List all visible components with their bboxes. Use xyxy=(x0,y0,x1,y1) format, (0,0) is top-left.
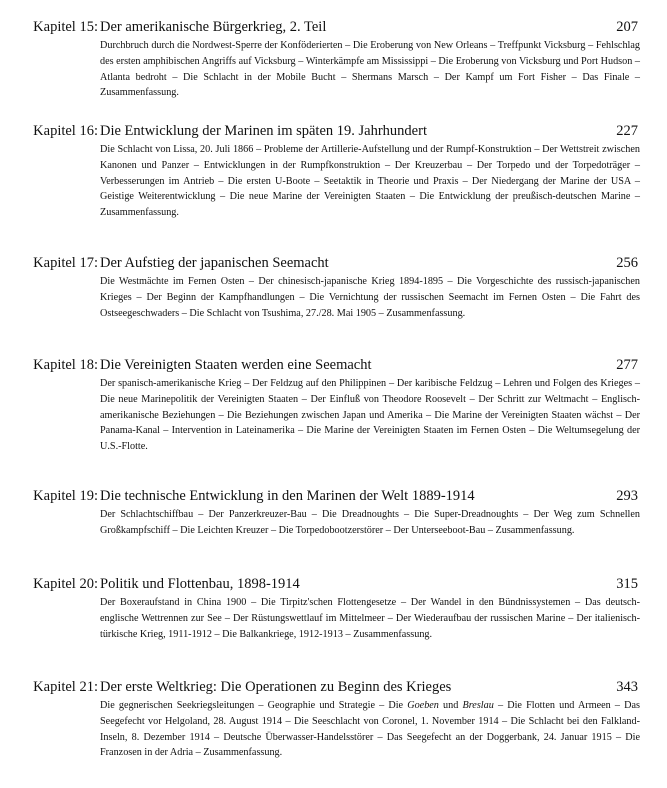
chapter-title: Der amerikanische Bürgerkrieg, 2. Teil xyxy=(100,19,327,35)
chapter-title: Der Aufstieg der japanischen Seemacht xyxy=(100,255,329,271)
chapter-summary: Die Schlacht von Lissa, 20. Juli 1866 – Probleme der Artillerie-Aufstellung und der Rumpf-Konstruktion – Der Wettstreit zwischen Kanonen und Panzer – Entwicklungen in der Rumpfkonstruktion – Der Kreuzerbau – Der Torpedo und der Torpedoträger – Verbesserungen im Antrieb – Die ersten U-Boote – Seetaktik in Theorie und Praxis – Der Niedergang der Marine der USA – Geistige Weiterentwicklung – Die neue Marine der Vereinigten Staaten – Die Entwicklung der preußisch-deutschen Marine – Zusammenfassung. xyxy=(100,144,640,219)
chapter-page-number: 256 xyxy=(616,255,638,271)
summary-text: – Die Flotten und Armeen – Das Seegefecht vor Helgoland, 28. August 1914 – Die Seeschlacht von Coronel, 1. November 1914 – Die Schlacht bei den Falkland-Inseln, 8. Dezember 1914 – Deutsche Überwasser-Handelsstörer – Das Seegefecht an der Doggerbank, 24. Januar 1915 – Die Franzosen in der Adria – Zusammenfassung. xyxy=(100,700,641,759)
chapter-label: Kapitel 18: xyxy=(33,357,98,373)
chapter-summary xyxy=(100,698,640,761)
chapter-summary: Der Boxeraufstand in China 1900 – Die Tirpitz'schen Flottengesetze – Der Wandel in den Bündnissystemen – Das deutsch-englische Wettrennen zur See – Der Rüstungswettlauf im Mittelmeer – Der Wiederaufbau der russischen Marine – Der italienisch-türkische Krieg, 1911-1912 – Die Balkankriege, 1912-1913 – Zusammenfassung. xyxy=(100,597,640,640)
chapter-label: Kapitel 17: xyxy=(33,255,98,271)
chapter-title: Die technische Entwicklung in den Marinen der Welt 1889-1914 xyxy=(100,488,475,504)
chapter-page-number: 343 xyxy=(616,679,638,695)
chapter-summary: Der Schlachtschiffbau – Der Panzerkreuzer-Bau – Die Dreadnoughts – Die Super-Dreadnoughts – Der Weg zum Schnellen Großkampfschiff – Die Leichten Kreuzer – Die Torpedobootzerstörer – Der Unterseeboot-Bau – Zusammenfassung. xyxy=(100,509,640,536)
summary-text: und xyxy=(438,700,463,711)
chapter-page-number: 293 xyxy=(616,488,638,504)
chapter-page-number: 207 xyxy=(616,19,638,35)
chapter-title: Die Vereinigten Staaten werden eine Seemacht xyxy=(100,357,372,373)
chapter-summary: Durchbruch durch die Nordwest-Sperre der Konföderierten – Die Eroberung von New Orleans – Treffpunkt Vicksburg – Fehlschlag des ersten amphibischen Angriffs auf Vicksburg – Winterkämpfe am Mississippi – Die Eroberung von Vicksburg und Port Hudson – Atlanta bedroht – Die Schlacht in der Mobile Bucht – Shermans Marsch – Der Kampf um Fort Fisher – Das Finale – Zusammenfassung. xyxy=(100,40,640,99)
ship-name-breslau: Breslau xyxy=(462,700,494,711)
chapter-title: Der erste Weltkrieg: Die Operationen zu Beginn des Krieges xyxy=(100,679,452,695)
chapter-summary: Die Westmächte im Fernen Osten – Der chinesisch-japanische Krieg 1894-1895 – Die Vorgeschichte des russisch-japanischen Krieges – Der Beginn der Kampfhandlungen – Die Vernichtung der russischen Seemacht im Fernen Osten – Die Fahrt des Ostseegeschwaders – Die Schlacht von Tsushima, 27./28. Mai 1905 – Zusammenfassung. xyxy=(100,276,640,319)
chapter-label: Kapitel 15: xyxy=(33,19,98,35)
ship-name-goeben: Goeben xyxy=(407,700,439,711)
chapter-label: Kapitel 20: xyxy=(33,576,98,592)
chapter-page-number: 315 xyxy=(616,576,638,592)
chapter-label: Kapitel 21: xyxy=(33,679,98,695)
chapter-page-number: 227 xyxy=(616,123,638,139)
chapter-title: Politik und Flottenbau, 1898-1914 xyxy=(100,576,300,592)
chapter-page-number: 277 xyxy=(616,357,638,373)
chapter-label: Kapitel 19: xyxy=(33,488,98,504)
chapter-label: Kapitel 16: xyxy=(33,123,98,139)
chapter-title: Die Entwicklung der Marinen im späten 19. Jahrhundert xyxy=(100,123,427,139)
chapter-summary: Der spanisch-amerikanische Krieg – Der Feldzug auf den Philippinen – Der karibische Feldzug – Lehren und Folgen des Krieges – Die neue Marinepolitik der Vereinigten Staaten – Der Einfluß von Theodore Roosevelt – Der Schritt zur Weltmacht – Englisch-amerikanische Beziehungen – Die Beziehungen zwischen Japan und Amerika – Die Marine der Vereinigten Staaten wächst – Der Panama-Kanal – Intervention in Lateinamerika – Die Marine der Vereinigten Staaten im Fernen Osten – Die Weltumsegelung der U.S.-Flotte. xyxy=(100,378,640,453)
summary-text: Die gegnerischen Seekriegsleitungen – Geographie und Strategie – Die xyxy=(100,700,408,711)
